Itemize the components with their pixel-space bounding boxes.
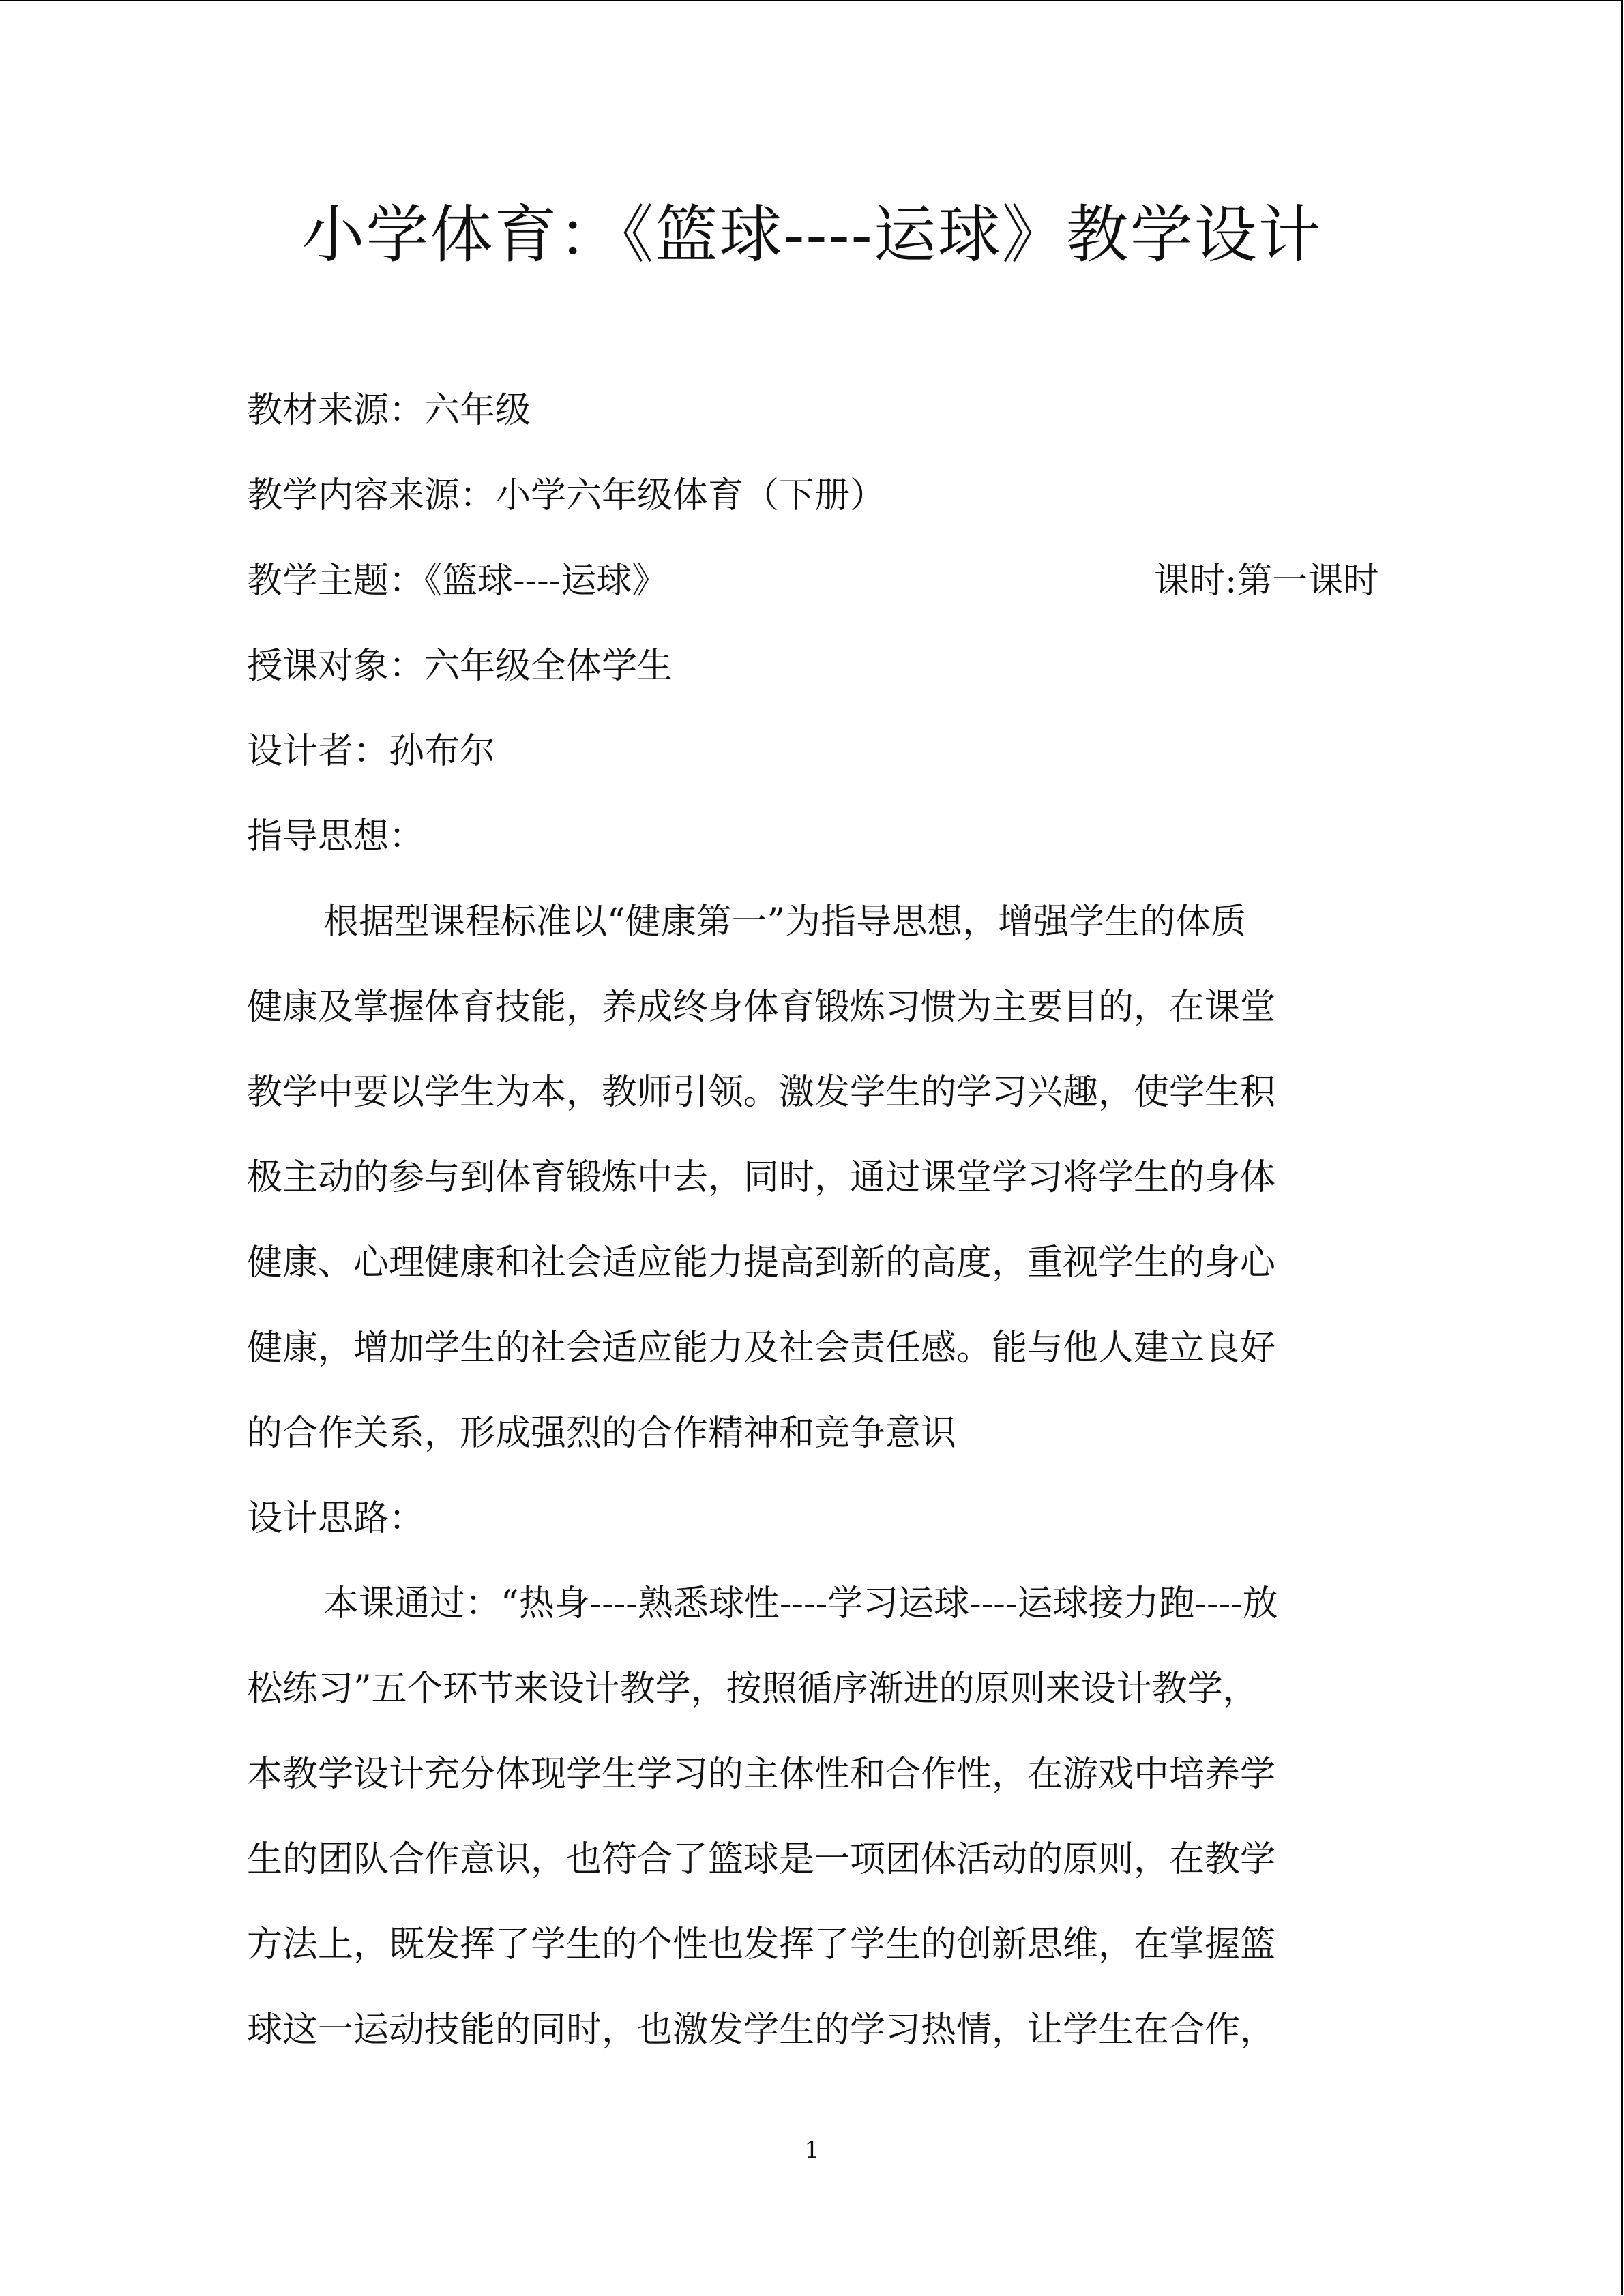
material-source-line: 教材来源：六年级 [247, 390, 531, 431]
design-paragraph-line: 生的团队合作意识，也符合了篮球是一项团体活动的原则，在教学 [247, 1839, 1276, 1880]
theme-line [247, 554, 1379, 608]
guiding-paragraph-line: 健康及掌握体育技能，养成终身体育锻炼习惯为主要目的，在课堂 [247, 987, 1276, 1028]
design-paragraph-line: 方法上，既发挥了学生的个性也发挥了学生的创新思维，在掌握篮 [247, 1924, 1276, 1965]
design-paragraph-line: 本教学设计充分体现学生学习的主体性和合作性，在游戏中培养学 [247, 1754, 1276, 1795]
guiding-paragraph-line: 健康，增加学生的社会适应能力及社会责任感。能与他人建立良好 [247, 1328, 1276, 1369]
guiding-paragraph-line: 健康、心理健康和社会适应能力提高到新的高度，重视学生的身心 [247, 1242, 1276, 1283]
lesson-time-text: 课时:第一课时 [1154, 561, 1379, 601]
design-paragraph-line: 本课通过：“热身----熟悉球性----学习运球----运球接力跑----放 [323, 1583, 1278, 1624]
guiding-paragraph-line: 教学中要以学生为本，教师引领。激发学生的学习兴趣，使学生积 [247, 1072, 1276, 1113]
guiding-paragraph-line: 根据型课程标准以“健康第一”为指导思想，增强学生的体质 [323, 901, 1247, 942]
audience-line: 授课对象：六年级全体学生 [247, 646, 673, 687]
guiding-paragraph-line: 的合作关系，形成强烈的合作精神和竞争意识 [247, 1413, 957, 1454]
content-source-line: 教学内容来源：小学六年级体育（下册） [247, 475, 886, 516]
guiding-paragraph-line: 极主动的参与到体育锻炼中去，同时，通过课堂学习将学生的身体 [247, 1157, 1276, 1198]
design-paragraph-line: 松练习”五个环节来设计教学，按照循序渐进的原则来设计教学， [247, 1669, 1258, 1710]
theme-text: 教学主题：《篮球----运球》 [247, 561, 668, 601]
designer-line: 设计者：孙布尔 [247, 731, 496, 772]
guiding-heading: 指导思想： [247, 816, 425, 857]
document-title: 小学体育：《篮球----运球》教学设计 [301, 198, 1323, 271]
design-heading: 设计思路： [247, 1498, 425, 1539]
page-number: 1 [804, 2136, 820, 2164]
design-paragraph-line: 球这一运动技能的同时，也激发学生的学习热情，让学生在合作， [247, 2010, 1276, 2051]
